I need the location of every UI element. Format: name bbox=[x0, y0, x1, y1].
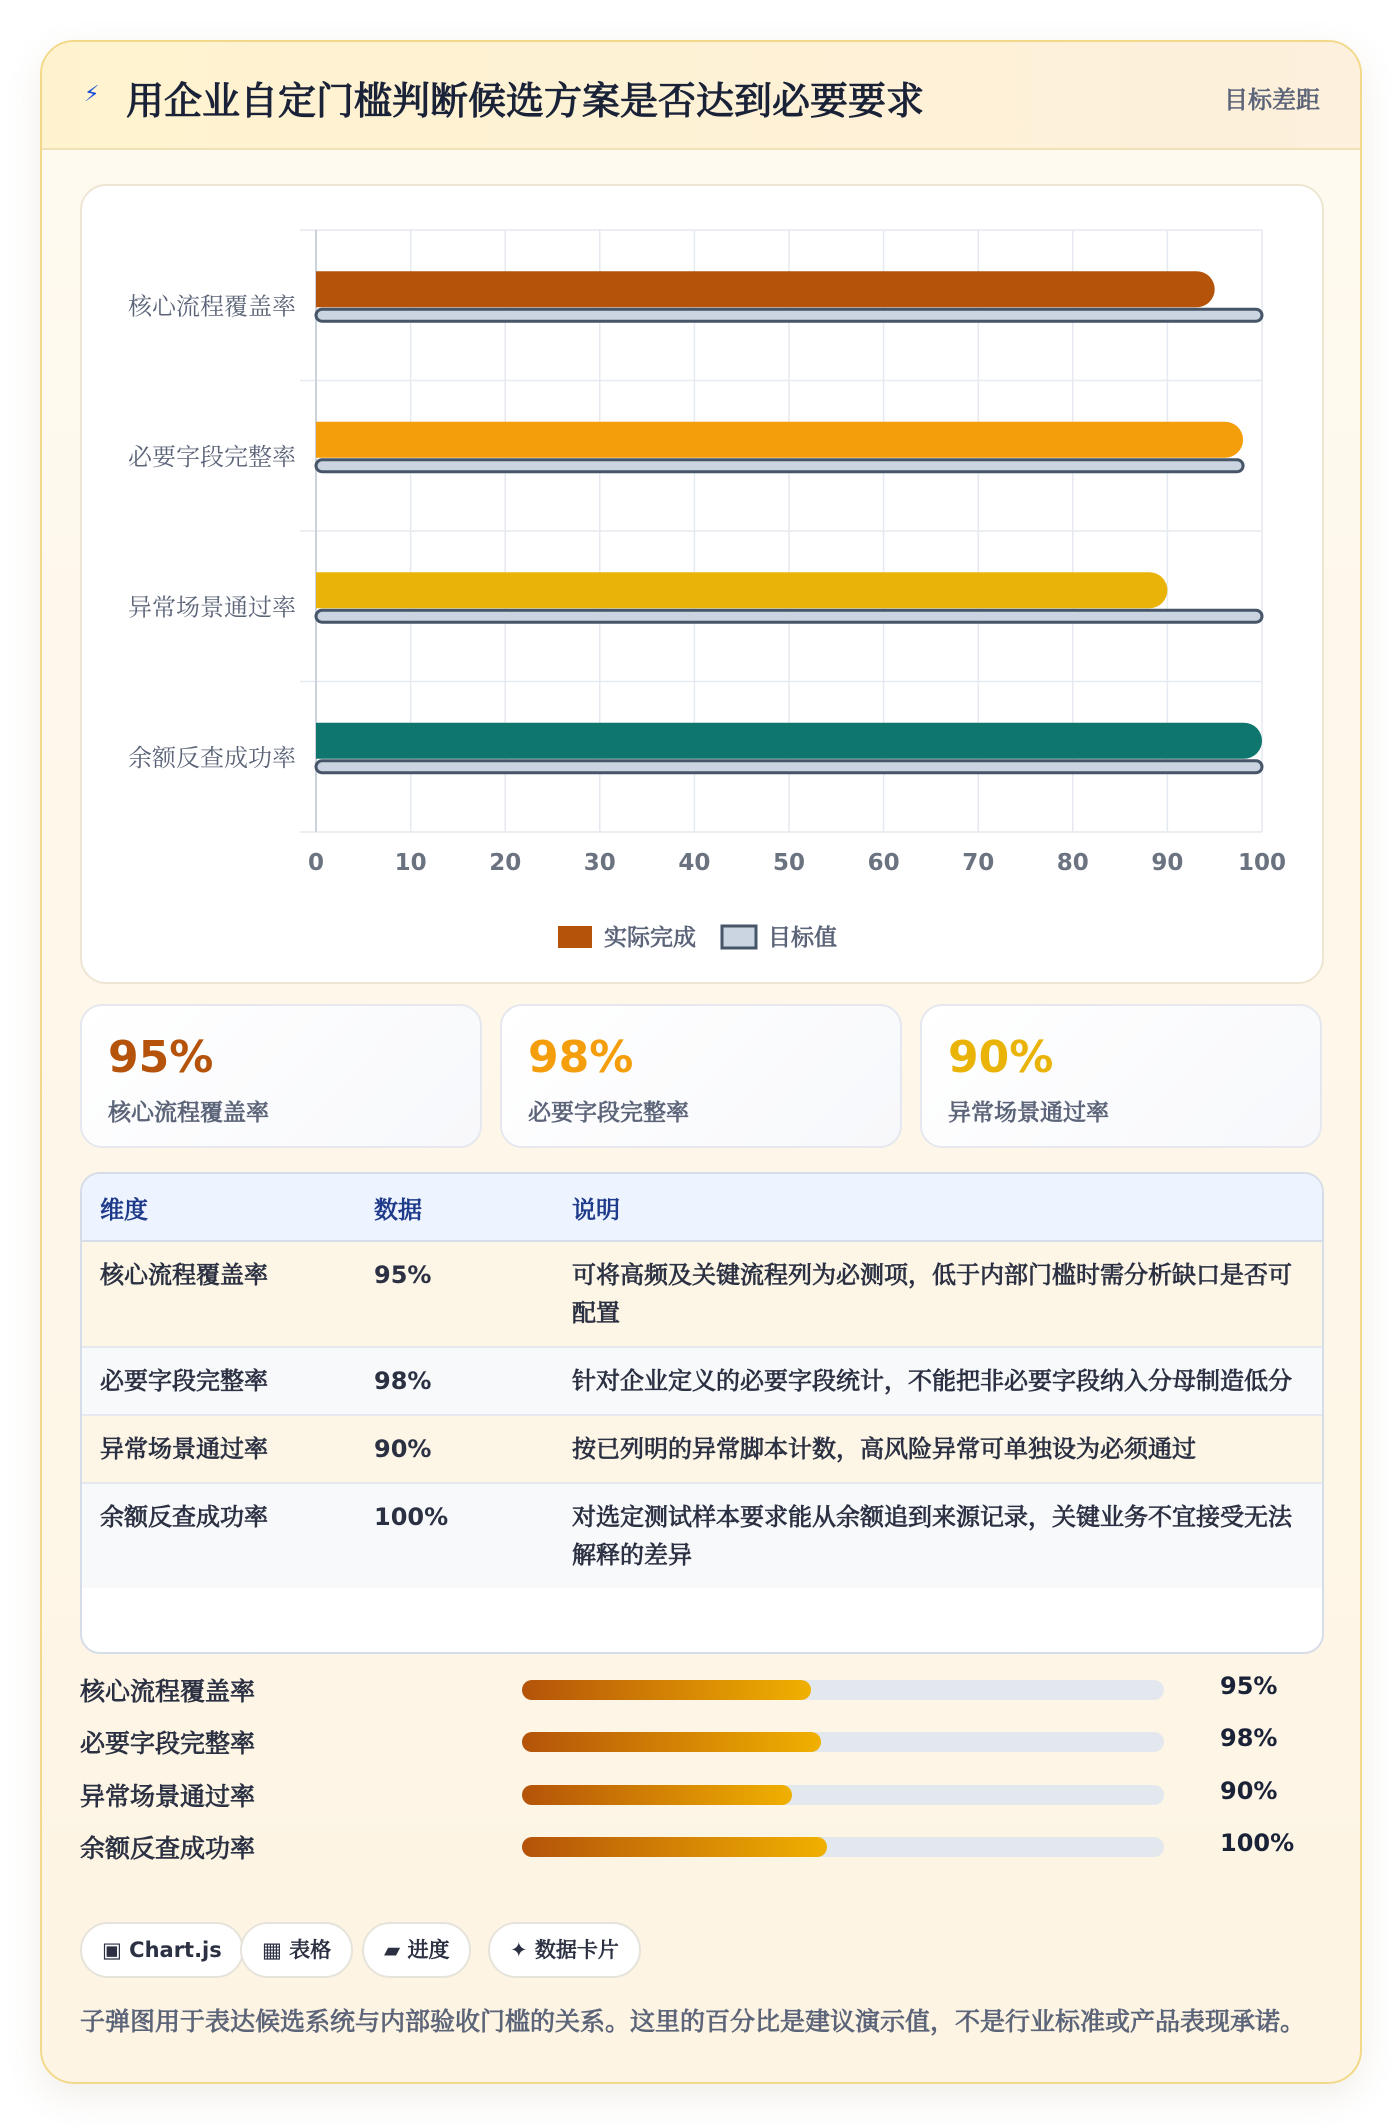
progress-value: 95% bbox=[1220, 1672, 1278, 1700]
progress-label: 核心流程覆盖率 bbox=[80, 1677, 256, 1706]
kpi-label: 核心流程覆盖率 bbox=[108, 1100, 269, 1126]
bullet-chart bbox=[82, 186, 1322, 982]
actual-bar bbox=[316, 271, 1215, 307]
header-badge: 目标差距 bbox=[1224, 86, 1320, 114]
footnote: 子弹图用于表达候选系统与内部验收门槛的关系。这里的百分比是建议演示值，不是行业标准或产品表现承诺。 bbox=[80, 2007, 1306, 2036]
x-tick-label: 100 bbox=[1237, 850, 1287, 876]
progress-track bbox=[522, 1837, 1164, 1857]
x-tick-label: 50 bbox=[772, 850, 806, 876]
column-header: 数据 bbox=[356, 1174, 554, 1241]
tag-label: 表格 bbox=[289, 1938, 332, 1962]
table-row bbox=[82, 1483, 1322, 1588]
x-tick-label: 80 bbox=[1056, 850, 1089, 876]
y-category-label: 核心流程覆盖率 bbox=[128, 292, 296, 321]
table-row bbox=[82, 1415, 1322, 1483]
table-cell: 98% bbox=[356, 1347, 554, 1415]
table-cell: 按已列明的异常脚本计数，高风险异常可单独设为必须通过 bbox=[554, 1415, 1322, 1483]
card-header bbox=[42, 42, 1360, 150]
x-tick-label: 20 bbox=[489, 850, 522, 876]
table-cell: 异常场景通过率 bbox=[82, 1415, 356, 1483]
tag-label: 数据卡片 bbox=[534, 1938, 619, 1962]
actual-bar bbox=[316, 723, 1262, 759]
legend-label: 目标值 bbox=[768, 925, 837, 951]
target-bar bbox=[316, 610, 1262, 622]
legend-swatch-actual bbox=[558, 926, 592, 948]
column-header: 说明 bbox=[554, 1174, 1322, 1241]
progress-icon: ▰ bbox=[384, 1938, 401, 1962]
table-cell: 100% bbox=[356, 1483, 554, 1588]
tag-data-card[interactable] bbox=[488, 1922, 641, 1978]
progress-track bbox=[522, 1732, 1164, 1752]
lightning-icon: ⚡ bbox=[84, 82, 100, 107]
kpi-value: 98% bbox=[528, 1032, 634, 1083]
y-category-label: 异常场景通过率 bbox=[128, 593, 296, 622]
progress-value: 90% bbox=[1220, 1777, 1278, 1805]
kpi-card bbox=[80, 1004, 482, 1148]
progress-value: 98% bbox=[1220, 1724, 1278, 1752]
kpi-value: 95% bbox=[108, 1032, 214, 1083]
progress-fill bbox=[522, 1680, 811, 1700]
tag-chartjs[interactable] bbox=[80, 1922, 244, 1978]
table-header-row bbox=[82, 1174, 1322, 1241]
progress-item bbox=[80, 1829, 1320, 1865]
progress-label: 余额反查成功率 bbox=[80, 1834, 256, 1863]
x-tick-label: 40 bbox=[678, 850, 711, 876]
table-cell: 90% bbox=[356, 1415, 554, 1483]
target-bar bbox=[316, 460, 1243, 472]
legend-swatch-target bbox=[722, 926, 756, 948]
dashboard-card bbox=[40, 40, 1362, 2084]
table-cell: 核心流程覆盖率 bbox=[82, 1241, 356, 1347]
legend-label: 实际完成 bbox=[604, 925, 696, 951]
progress-fill bbox=[522, 1732, 821, 1752]
progress-value: 100% bbox=[1220, 1829, 1295, 1857]
target-bar bbox=[316, 309, 1262, 321]
tag-progress[interactable] bbox=[362, 1922, 471, 1978]
kpi-card bbox=[920, 1004, 1322, 1148]
table-cell: 对选定测试样本要求能从余额追到来源记录，关键业务不宜接受无法解释的差异 bbox=[554, 1483, 1322, 1588]
progress-fill bbox=[522, 1785, 792, 1805]
progress-track bbox=[522, 1785, 1164, 1805]
progress-track bbox=[522, 1680, 1164, 1700]
tag-table[interactable] bbox=[240, 1922, 353, 1978]
kpi-card bbox=[500, 1004, 902, 1148]
table-cell: 必要字段完整率 bbox=[82, 1347, 356, 1415]
table-cell: 余额反查成功率 bbox=[82, 1483, 356, 1588]
x-tick-label: 0 bbox=[307, 850, 325, 876]
x-tick-label: 70 bbox=[962, 850, 995, 876]
progress-label: 异常场景通过率 bbox=[80, 1782, 256, 1811]
progress-item bbox=[80, 1724, 1320, 1760]
data-table bbox=[80, 1172, 1324, 1654]
target-bar bbox=[316, 761, 1262, 773]
x-tick-label: 60 bbox=[867, 850, 900, 876]
table-row bbox=[82, 1241, 1322, 1347]
bullet-chart-panel bbox=[80, 184, 1324, 984]
chart-icon: ▣ bbox=[102, 1938, 122, 1962]
kpi-label: 必要字段完整率 bbox=[528, 1100, 689, 1126]
kpi-label: 异常场景通过率 bbox=[948, 1100, 1109, 1126]
x-tick-label: 10 bbox=[394, 850, 427, 876]
tag-label: Chart.js bbox=[129, 1938, 222, 1962]
page-title: 用企业自定门槛判断候选方案是否达到必要要求 bbox=[126, 79, 925, 123]
kpi-value: 90% bbox=[948, 1032, 1054, 1083]
progress-label: 必要字段完整率 bbox=[80, 1729, 256, 1758]
progress-item bbox=[80, 1672, 1320, 1708]
actual-bar bbox=[316, 422, 1243, 458]
table-row bbox=[82, 1347, 1322, 1415]
column-header: 维度 bbox=[82, 1174, 356, 1241]
x-tick-label: 90 bbox=[1151, 850, 1184, 876]
x-tick-label: 30 bbox=[583, 850, 616, 876]
tag-label: 进度 bbox=[407, 1938, 450, 1962]
table-cell: 可将高频及关键流程列为必测项，低于内部门槛时需分析缺口是否可配置 bbox=[554, 1241, 1322, 1347]
table-cell: 针对企业定义的必要字段统计，不能把非必要字段纳入分母制造低分 bbox=[554, 1347, 1322, 1415]
actual-bar bbox=[316, 572, 1167, 608]
progress-item bbox=[80, 1777, 1320, 1813]
diamond-icon: ✦ bbox=[510, 1938, 528, 1962]
y-category-label: 余额反查成功率 bbox=[128, 743, 296, 772]
table-icon: ▦ bbox=[262, 1938, 282, 1962]
progress-fill bbox=[522, 1837, 827, 1857]
table-cell: 95% bbox=[356, 1241, 554, 1347]
y-category-label: 必要字段完整率 bbox=[128, 442, 296, 471]
